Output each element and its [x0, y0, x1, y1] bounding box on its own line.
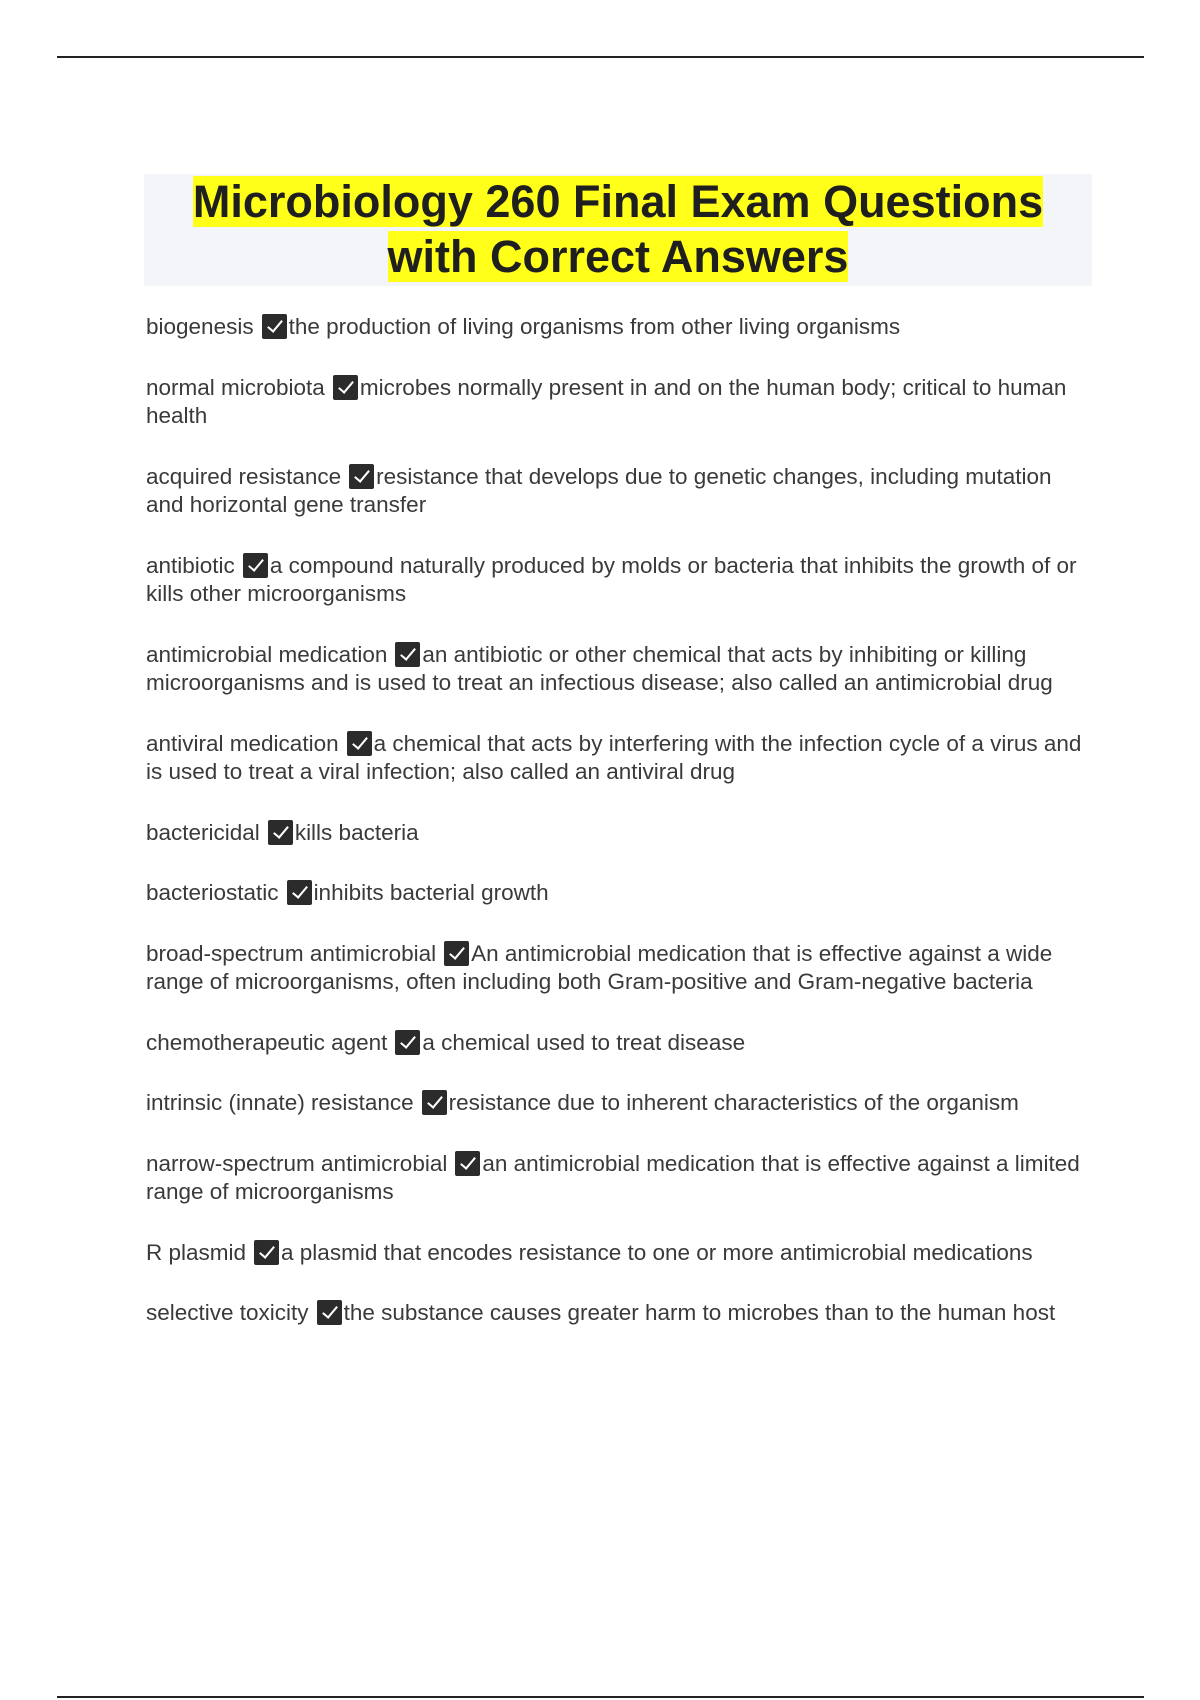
page-title: [144, 174, 1092, 284]
entry-term: acquired resistance: [146, 463, 342, 489]
list-item: [146, 940, 1091, 997]
list-item: [146, 1029, 1091, 1058]
check-box-icon: [262, 314, 287, 339]
entry-definition: resistance due to inherent characteristics of the organism: [448, 1090, 1019, 1115]
check-box-icon: [347, 731, 372, 756]
check-box-icon: [444, 941, 469, 966]
entry-definition: microbes normally present in and on the human body; critical to human health: [146, 374, 1067, 428]
entry-term: intrinsic (innate) resistance: [146, 1090, 414, 1115]
list-item: [146, 1089, 1091, 1118]
list-item: [146, 552, 1091, 609]
entry-term: narrow-spectrum antimicrobial: [146, 1150, 448, 1176]
entry-term: antibiotic: [146, 552, 235, 578]
entry-term: R plasmid: [146, 1239, 247, 1265]
list-item: [146, 463, 1091, 520]
entry-definition: a chemical that acts by interfering with the infection cycle of a virus and is used to treat a viral infection; also called an antiviral drug: [146, 730, 1082, 784]
entry-definition: An antimicrobial medication that is effective against a wide range of microorganisms, often including both Gram-positive and Gram-negative bacteria: [146, 940, 1053, 994]
entry-definition: inhibits bacterial growth: [313, 880, 549, 905]
entry-term: antiviral medication: [146, 730, 339, 756]
entry-term: antimicrobial medication: [146, 641, 388, 667]
check-box-icon: [317, 1300, 342, 1325]
entry-definition: kills bacteria: [294, 819, 419, 845]
check-box-icon: [287, 880, 312, 905]
entry-definition: the production of living organisms from other living organisms: [288, 314, 901, 339]
list-item: [146, 641, 1091, 698]
entry-term: selective toxicity: [146, 1300, 309, 1325]
entry-definition: resistance that develops due to genetic changes, including mutation and horizontal gene transfer: [146, 463, 1052, 517]
entry-term: bacteriostatic: [146, 880, 279, 905]
entry-term: bactericidal: [146, 819, 260, 845]
entry-definition: the substance causes greater harm to microbes than to the human host: [343, 1300, 1056, 1325]
title-line-2: with Correct Answers: [387, 231, 849, 282]
check-box-icon: [333, 375, 358, 400]
list-item: [146, 879, 1091, 908]
entry-list: [146, 313, 1091, 1360]
check-box-icon: [349, 464, 374, 489]
check-box-icon: [243, 553, 268, 578]
list-item: [146, 313, 1091, 342]
entry-definition: an antimicrobial medication that is effective against a limited range of microorganisms: [146, 1150, 1080, 1204]
check-box-icon: [395, 642, 420, 667]
entry-definition: a chemical used to treat disease: [422, 1029, 746, 1055]
list-item: [146, 730, 1091, 787]
check-box-icon: [395, 1030, 420, 1055]
entry-definition: a plasmid that encodes resistance to one or more antimicrobial medications: [281, 1239, 1033, 1265]
entry-definition: a compound naturally produced by molds or bacteria that inhibits the growth of or kills other microorganisms: [146, 552, 1077, 606]
list-item: [146, 374, 1091, 431]
title-line-1: Microbiology 260 Final Exam Questions: [192, 176, 1044, 227]
check-box-icon: [268, 820, 293, 845]
entry-definition: an antibiotic or other chemical that acts by inhibiting or killing microorganisms and is used to treat an infectious disease; also called an antimicrobial drug: [146, 641, 1053, 695]
list-item: [146, 1150, 1091, 1207]
check-box-icon: [422, 1090, 447, 1115]
entry-term: biogenesis: [146, 314, 254, 339]
check-box-icon: [254, 1240, 279, 1265]
entry-term: chemotherapeutic agent: [146, 1029, 388, 1055]
top-rule: [57, 56, 1144, 58]
entry-term: normal microbiota: [146, 374, 325, 400]
list-item: [146, 1239, 1091, 1268]
entry-term: broad-spectrum antimicrobial: [146, 940, 437, 966]
check-box-icon: [455, 1151, 480, 1176]
bottom-rule: [57, 1696, 1144, 1698]
title-box: [144, 174, 1092, 286]
list-item: [146, 819, 1091, 848]
list-item: [146, 1299, 1091, 1328]
